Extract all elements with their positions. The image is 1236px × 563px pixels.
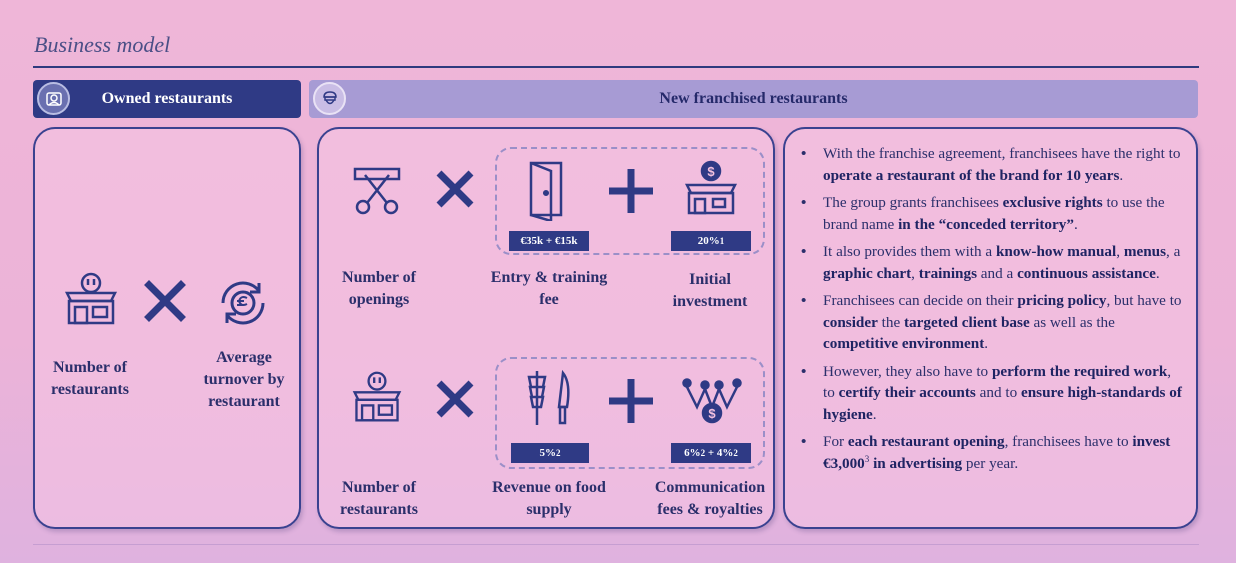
fees-royalties-pill: 6% 2 + 4% 2	[671, 443, 751, 463]
bold-text: consider	[823, 313, 878, 331]
owned-restaurants-header	[33, 80, 301, 118]
text: However, they also have to	[823, 362, 992, 380]
text: , but have to	[1106, 292, 1182, 309]
number-of-restaurants-label: Number of restaurants	[340, 479, 418, 518]
pill-value: 20%	[697, 235, 720, 247]
bold-text: menus	[1123, 243, 1167, 260]
bold-text: invest €3,000	[823, 433, 1171, 472]
list-item	[799, 241, 1184, 284]
franchise-chef-icon	[313, 82, 346, 115]
bold-text: competitive environment	[823, 335, 985, 352]
plus-icon	[605, 375, 657, 427]
bold-text: ensure high-standards of hygiene	[823, 384, 1182, 423]
page-title: Business model	[34, 32, 171, 57]
text: to use the brand name	[823, 194, 1165, 233]
revenue-food-supply-label: Revenue on food supply	[492, 479, 606, 518]
initial-investment-label: Initial investment	[672, 271, 748, 310]
text: .	[1155, 264, 1160, 282]
text: and to	[975, 384, 1021, 401]
multiply-icon	[433, 377, 477, 421]
bold-text: trainings	[918, 264, 977, 282]
restaurant-storefront-icon	[349, 369, 405, 425]
owned-header-label: Owned restaurants	[101, 90, 233, 107]
text: .	[1119, 166, 1124, 184]
text: and a	[977, 264, 1018, 282]
bold-text: pricing policy	[1017, 292, 1107, 309]
ribbon-cutting-scissors-icon	[349, 161, 405, 217]
bold-text: in the “conceded territory”	[898, 215, 1074, 233]
kebab-knife-icon	[523, 367, 577, 429]
dollar-shop-icon	[681, 159, 741, 217]
communication-fees-label: Communication fees & royalties	[654, 479, 766, 518]
number-of-openings-label: Number of openings	[342, 269, 416, 308]
text: For	[823, 433, 848, 450]
franchised-header-label: New franchised restaurants	[659, 90, 848, 107]
pill-value-2: + 4%	[705, 447, 734, 459]
text: It also provides them with a	[823, 243, 996, 260]
bold-text: operate a restaurant of the brand for 10 years	[823, 166, 1120, 184]
restaurant-storefront-icon	[61, 269, 121, 327]
initial-investment-pill: 20% 1	[671, 231, 751, 251]
footer-rule	[33, 544, 1199, 545]
euro-cycle-icon	[213, 275, 273, 331]
title-rule	[33, 66, 1199, 68]
text: , a	[1166, 243, 1181, 260]
franchise-revenue-panel	[317, 127, 775, 529]
plus-icon	[605, 165, 657, 217]
bold-text: continuous assistance	[1017, 264, 1156, 282]
door-icon	[525, 159, 569, 221]
bold-text: know-how manual	[995, 243, 1117, 260]
svg-text:$: $	[708, 406, 716, 421]
list-item	[799, 361, 1184, 426]
franchised-restaurants-header	[309, 80, 1198, 118]
owned-panel	[33, 127, 301, 529]
food-supply-pill: 5% 2	[511, 443, 589, 463]
average-turnover-label: Average turnover by restaurant	[203, 349, 285, 410]
entry-fee-pill: €35k + €15k	[509, 231, 589, 251]
pill-value: 5%	[539, 447, 556, 459]
bold-text: exclusive rights	[1002, 194, 1103, 211]
entry-training-fee-label: Entry & training fee	[490, 269, 608, 308]
bold-text: in advertising	[869, 454, 963, 472]
restaurant-staff-icon	[37, 82, 70, 115]
text: Franchisees can decide on their	[823, 292, 1018, 309]
bold-text: certify their accounts	[838, 384, 976, 401]
text: The group grants franchisees	[823, 194, 1003, 211]
bold-text: targeted client base	[904, 313, 1030, 331]
footnote-marker: 3	[864, 453, 870, 464]
terms-list	[799, 143, 1184, 480]
list-item	[799, 143, 1184, 186]
text: .	[984, 335, 989, 352]
bold-text: graphic chart	[823, 264, 912, 282]
bold-text: perform the required work	[991, 362, 1168, 380]
text: , franchisees have to	[1004, 433, 1133, 450]
multiply-icon	[143, 279, 187, 323]
crown-dollar-icon	[681, 373, 743, 425]
franchise-terms-panel	[783, 127, 1198, 529]
text: .	[1073, 215, 1078, 233]
text: With the franchise agreement, franchisees have the right to	[823, 145, 1181, 162]
text: the	[877, 313, 904, 331]
bold-text: each restaurant opening	[847, 433, 1005, 450]
text: ,	[1116, 243, 1124, 260]
text: per year.	[962, 454, 1019, 472]
list-item	[799, 431, 1184, 474]
text: .	[872, 405, 877, 423]
number-of-restaurants-label: Number of restaurants	[51, 359, 129, 398]
multiply-icon	[433, 167, 477, 211]
text: , to	[823, 362, 1172, 401]
list-item	[799, 290, 1184, 355]
text: as well as the	[1029, 313, 1115, 331]
pill-value: 6%	[684, 447, 701, 459]
svg-text:$: $	[707, 164, 715, 179]
list-item	[799, 192, 1184, 235]
text: ,	[911, 264, 919, 282]
